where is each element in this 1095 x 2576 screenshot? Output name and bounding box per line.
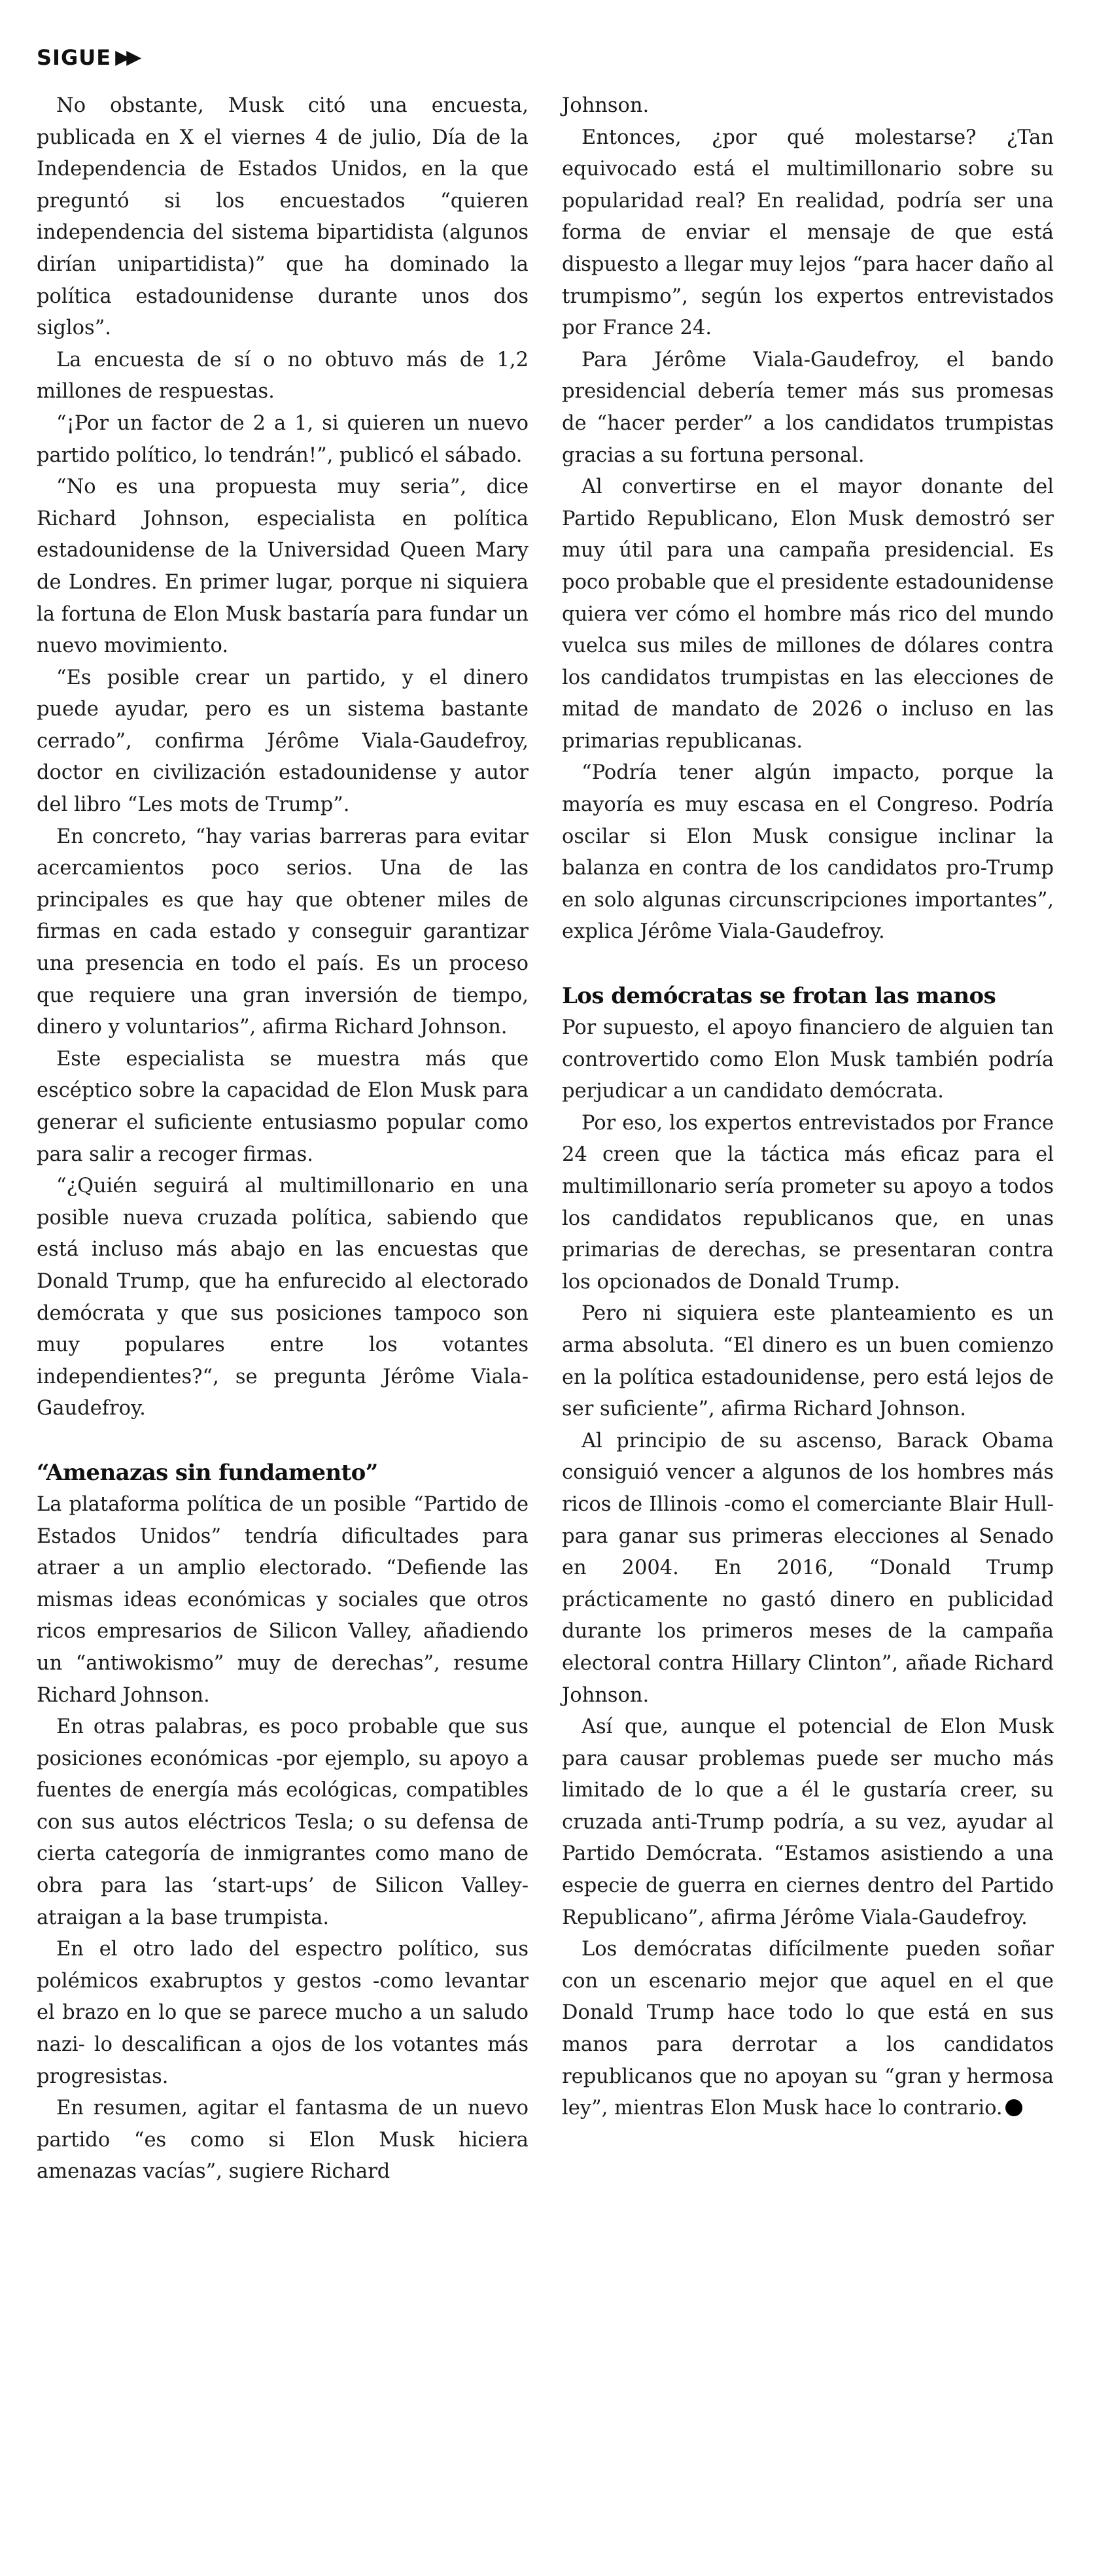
section-spacer <box>562 948 1054 980</box>
paragraph: Por supuesto, el apoyo financiero de alguien tan controvertido como Elon Musk también podría perjudicar a un candidato demócrata. <box>562 1016 1054 1103</box>
paragraph: La encuesta de sí o no obtuvo más de 1,2 millones de respuestas. <box>37 348 529 404</box>
paragraph: Este especialista se muestra más que escéptico sobre la capacidad de Elon Musk para generar el suficiente entusiasmo popular como para salir a recoger firmas. <box>37 1047 529 1166</box>
paragraph: “¡Por un factor de 2 a 1, si quieren un nuevo partido político, lo tendrán!”, publicó el sábado. <box>37 411 529 467</box>
continues-label: SIGUE <box>37 45 112 70</box>
paragraph: “No es una propuesta muy seria”, dice Richard Johnson, especialista en política estadounidense de la Universidad Queen Mary de Londres. En primer lugar, porque ni siquiera la fortuna de Elon Musk bastaría para fundar un nuevo movimiento. <box>37 475 529 658</box>
paragraph: Johnson. <box>562 94 650 117</box>
paragraph-final-text: Los demócratas difícilmente pueden soñar con un escenario mejor que aquel en el que Donald Trump hace todo lo que está en sus manos para derrotar a los candidatos republicanos que no apoyan su “gran y hermosa ley”, mientras Elon Musk hace lo contrario. <box>562 1938 1054 2120</box>
paragraph: Al convertirse en el mayor donante del Partido Republicano, Elon Musk demostró ser muy útil para una campaña presidencial. Es poco probable que el presidente estadounidense quiera ver cómo el hombre más rico del mundo vuelca sus miles de millones de dólares contra los candidatos trumpistas en las elecciones de mitad de mandato de 2026 o incluso en las primarias republicanas. <box>562 475 1054 753</box>
paragraph: Entonces, ¿por qué molestarse? ¿Tan equivocado está el multimillonario sobre su popularidad real? En realidad, podría ser una forma de enviar el mensaje de que está dispuesto a llegar muy lejos “para hacer daño al trumpismo”, según los expertos entrevistados por France 24. <box>562 126 1054 340</box>
article-column-right <box>562 90 1054 2125</box>
paragraph-final <box>562 1934 1054 2125</box>
double-play-arrow-icon: ▶▶ <box>115 46 138 69</box>
paragraph: Por eso, los expertos entrevistados por France 24 creen que la táctica más eficaz para el multimillonario sería prometer su apoyo a todos los candidatos republicanos que, en unas primarias de derechas, se presentaran contra los opcionados de Donald Trump. <box>562 1111 1054 1294</box>
section-spacer <box>37 1425 529 1456</box>
paragraph: Así que, aunque el potencial de Elon Musk para causar problemas puede ser mucho más limitado de lo que a él le gustaría creer, su cruzada anti-Trump podría, a su vez, ayudar al Partido Demócrata. “Estamos asistiendo a una especie de guerra en ciernes dentro del Partido Republicano”, afirma Jérôme Viala-Gaudefroy. <box>562 1715 1054 1929</box>
continues-header <box>37 41 137 75</box>
article-column-left <box>37 90 529 2188</box>
paragraph: Al principio de su ascenso, Barack Obama consiguió vencer a algunos de los hombres más ricos de Illinois -como el comerciante Blair Hull- para ganar sus primeras elecciones al Senado en 2004. En 2016, “Donald Trump prácticamente no gastó dinero en publicidad durante los primeros meses de la campaña electoral contra Hillary Clinton”, añade Richard Johnson. <box>562 1429 1054 1707</box>
paragraph: En el otro lado del espectro político, sus polémicos exabruptos y gestos -como levantar el brazo en lo que se parece mucho a un saludo nazi- lo descalifican a ojos de los votantes más progresistas. <box>37 1938 529 2088</box>
paragraph: En otras palabras, es poco probable que sus posiciones económicas -por ejemplo, su apoyo a fuentes de energía más ecológicas, compatibles con sus autos eléctricos Tesla; o su defensa de cierta categoría de inmigrantes como mano de obra para las ‘start-ups’ de Silicon Valley- atraigan a la base trumpista. <box>37 1715 529 1929</box>
paragraph: En concreto, “hay varias barreras para evitar acercamientos poco serios. Una de las principales es que hay que obtener miles de firmas en cada estado y conseguir garantizar una presencia en todo el país. Es un proceso que requiere una gran inversión de tiempo, dinero y voluntarios”, afirma Richard Johnson. <box>37 825 529 1039</box>
article-page <box>37 33 1054 2557</box>
paragraph: No obstante, Musk citó una encuesta, publicada en X el viernes 4 de julio, Día de la Independencia de Estados Unidos, en la que preguntó si los encuestados “quieren independencia del sistema bipartidista (algunos dirían unipartidista)” que ha dominado la política estadounidense durante unos dos siglos”. <box>37 94 529 340</box>
section-heading: “Amenazas sin fundamento” <box>37 1459 378 1486</box>
end-of-article-dot-icon <box>1005 2099 1022 2116</box>
section-heading: Los demócratas se frotan las manos <box>562 983 996 1010</box>
paragraph: Pero ni siquiera este planteamiento es un arma absoluta. “El dinero es un buen comienzo en la política estadounidense, pero está lejos de ser suficiente”, afirma Richard Johnson. <box>562 1302 1054 1421</box>
paragraph: “¿Quién seguirá al multimillonario en una posible nueva cruzada política, sabiendo que está incluso más abajo en las encuestas que Donald Trump, que ha enfurecido al electorado demócrata y que sus posiciones tampoco son muy populares entre los votantes independientes?“, se pregunta Jérôme Viala-Gaudefroy. <box>37 1175 529 1420</box>
paragraph: Para Jérôme Viala-Gaudefroy, el bando presidencial debería temer más sus promesas de “hacer perder” a los candidatos trumpistas gracias a su fortuna personal. <box>562 348 1054 467</box>
paragraph: En resumen, agitar el fantasma de un nuevo partido “es como si Elon Musk hiciera amenazas vacías”, sugiere Richard <box>37 2097 529 2184</box>
paragraph: “Es posible crear un partido, y el dinero puede ayudar, pero es un sistema bastante cerrado”, confirma Jérôme Viala-Gaudefroy, doctor en civilización estadounidense y autor del libro “Les mots de Trump”. <box>37 666 529 817</box>
paragraph: La plataforma política de un posible “Partido de Estados Unidos” tendría dificultades para atraer a un amplio electorado. “Defiende las mismas ideas económicas y sociales que otros ricos empresarios de Silicon Valley, añadiendo un “antiwokismo” muy de derechas”, resume Richard Johnson. <box>37 1492 529 1707</box>
paragraph: “Podría tener algún impacto, porque la mayoría es muy escasa en el Congreso. Podría oscilar si Elon Musk consigue inclinar la balanza en contra de los candidatos pro-Trump en solo algunas circunscripciones importantes”, explica Jérôme Viala-Gaudefroy. <box>562 761 1054 944</box>
